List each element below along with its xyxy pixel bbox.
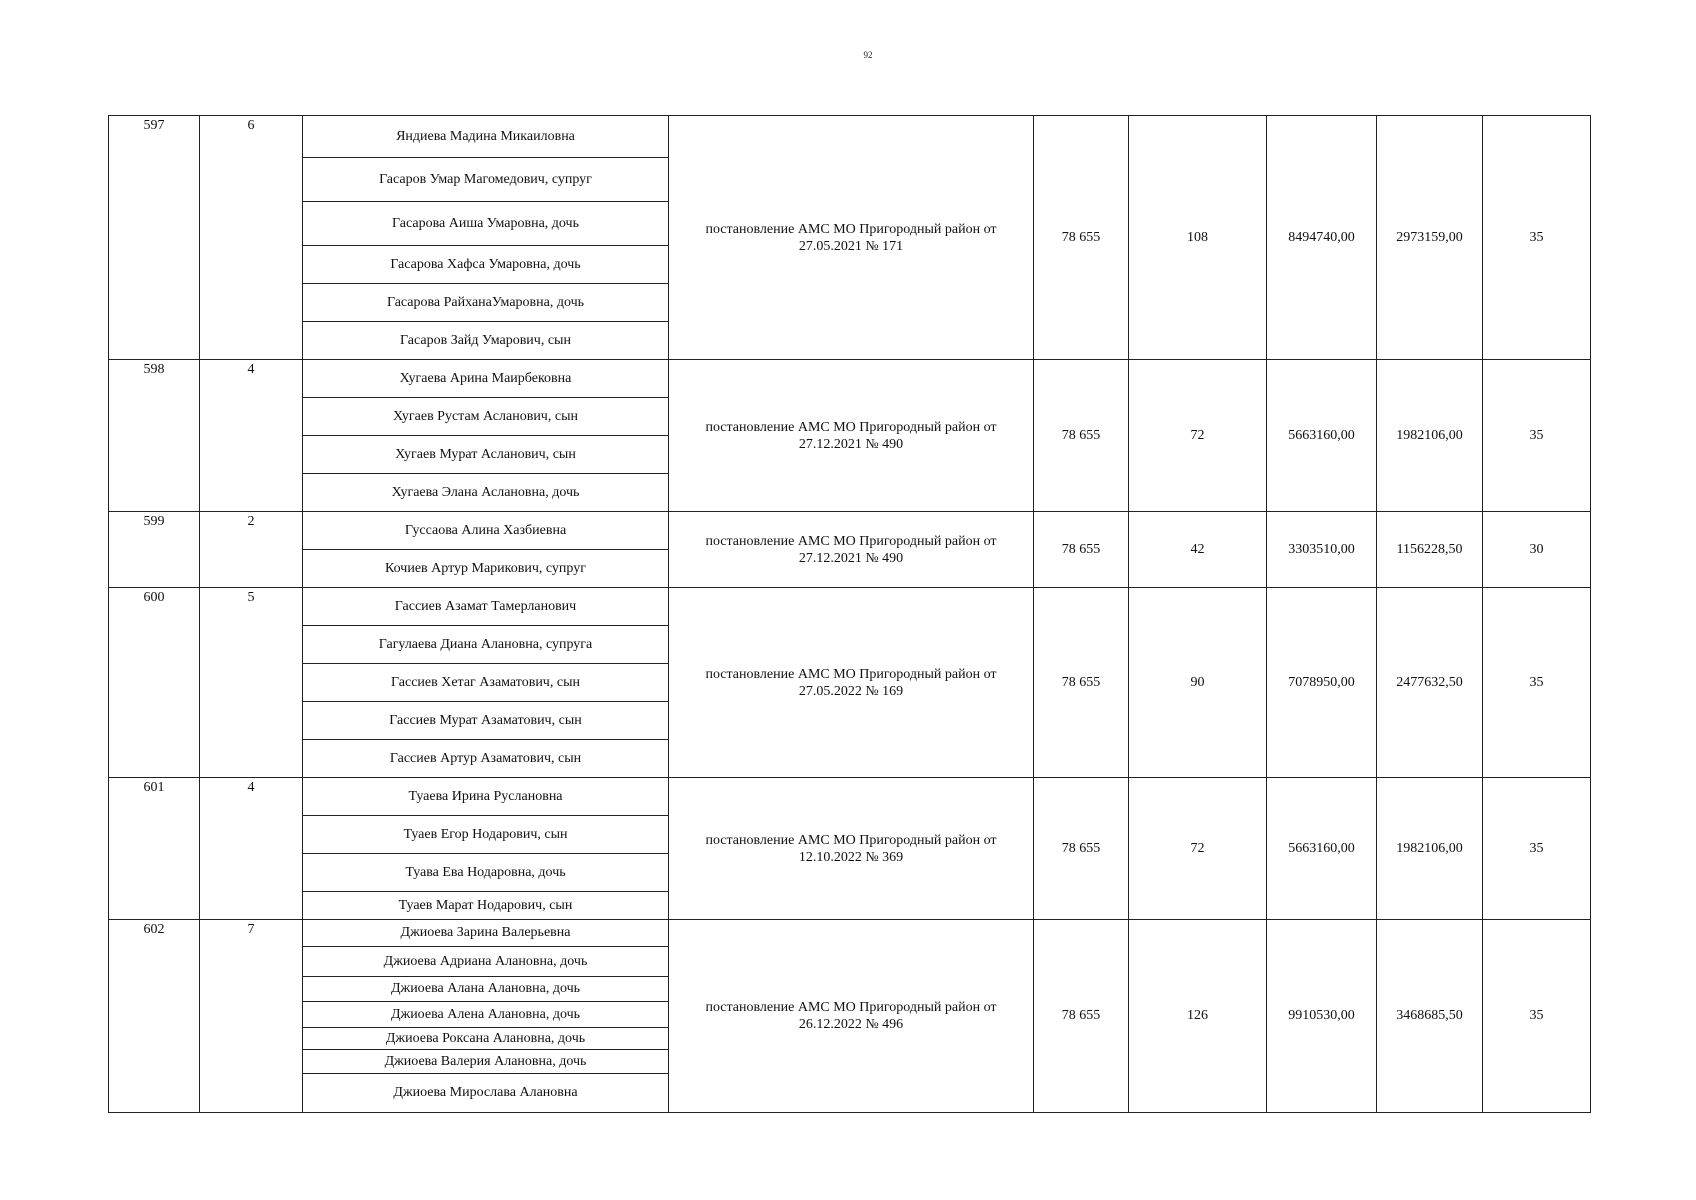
registry-row	[109, 588, 1591, 778]
percent-cell: 35	[1483, 360, 1591, 512]
decree-cell	[669, 588, 1034, 778]
payment-cell: 1156228,50	[1377, 512, 1483, 588]
payment-cell: 2973159,00	[1377, 116, 1483, 360]
row-number-cell: 597	[109, 116, 200, 360]
family-member-name: Гасаров Зайд Умарович, сын	[400, 332, 571, 348]
family-member-name: Хугаев Рустам Асланович, сын	[303, 398, 668, 436]
family-members-cell	[303, 116, 669, 360]
rate-cell: 78 655	[1034, 588, 1129, 778]
row-number-cell: 602	[109, 920, 200, 1113]
members-count-cell: 4	[200, 778, 303, 920]
registry-row	[109, 778, 1591, 920]
percent-cell: 35	[1483, 778, 1591, 920]
decree-cell	[669, 512, 1034, 588]
members-count-cell: 6	[200, 116, 303, 360]
rate-cell: 78 655	[1034, 360, 1129, 512]
members-count-cell: 4	[200, 360, 303, 512]
row-number-cell: 600	[109, 588, 200, 778]
decree-cell	[669, 920, 1034, 1113]
housing-registry-table	[108, 115, 1591, 1113]
area-cell: 42	[1129, 512, 1267, 588]
registry-row	[109, 920, 1591, 1113]
family-member-name: Джиоева Роксана Алановна, дочь	[303, 1028, 668, 1050]
decree-cell	[669, 360, 1034, 512]
decree-cell	[669, 116, 1034, 360]
page-number: 92	[863, 50, 873, 60]
family-member-name: Хугаева Арина Маирбековна	[303, 360, 668, 398]
family-member-name: Гассиев Артур Азаматович, сын	[389, 750, 582, 766]
decree-text: постановление АМС МО Пригородный район от	[705, 419, 997, 435]
decree-text: постановление АМС МО Пригородный район от	[705, 533, 997, 549]
rate-cell: 78 655	[1034, 920, 1129, 1113]
rate-cell: 78 655	[1034, 116, 1129, 360]
family-member-name: Хугаева Элана Аслановна, дочь	[391, 484, 580, 500]
row-number-cell: 598	[109, 360, 200, 512]
decree-text: постановление АМС МО Пригородный район от	[705, 221, 997, 237]
family-member-name: Гассиев Азамат Тамерланович	[303, 588, 668, 626]
family-member-name: Гуссаова Алина Хазбиевна	[303, 512, 668, 550]
row-number-cell: 601	[109, 778, 200, 920]
family-members-cell	[303, 920, 669, 1113]
family-member-name: Гасарова Хафса Умаровна, дочь	[303, 246, 668, 284]
family-members-cell	[303, 588, 669, 778]
family-members-cell	[303, 512, 669, 588]
decree-date-number: 27.05.2021 № 171	[798, 238, 904, 254]
members-count-cell: 2	[200, 512, 303, 588]
members-count-cell: 5	[200, 588, 303, 778]
percent-cell: 30	[1483, 512, 1591, 588]
payment-cell: 3468685,50	[1377, 920, 1483, 1113]
family-member-name: Туаев Егор Нодарович, сын	[303, 816, 668, 854]
total-cell: 5663160,00	[1267, 778, 1377, 920]
decree-text: постановление АМС МО Пригородный район от	[705, 1000, 997, 1015]
rate-cell: 78 655	[1034, 512, 1129, 588]
payment-cell: 1982106,00	[1377, 360, 1483, 512]
area-cell: 90	[1129, 588, 1267, 778]
decree-date-number: 27.05.2022 № 169	[798, 683, 904, 699]
area-cell: 108	[1129, 116, 1267, 360]
decree-date-number: 27.12.2021 № 490	[798, 436, 904, 452]
area-cell: 72	[1129, 778, 1267, 920]
registry-row	[109, 360, 1591, 512]
percent-cell: 35	[1483, 588, 1591, 778]
decree-date-number: 26.12.2022 № 496	[798, 1017, 904, 1032]
total-cell: 5663160,00	[1267, 360, 1377, 512]
family-member-name: Гагулаева Диана Алановна, супруга	[303, 626, 668, 664]
family-member-name: Джиоева Адриана Алановна, дочь	[303, 947, 668, 977]
area-cell: 72	[1129, 360, 1267, 512]
payment-cell: 1982106,00	[1377, 778, 1483, 920]
family-member-name: Туава Ева Нодаровна, дочь	[303, 854, 668, 892]
decree-date-number: 12.10.2022 № 369	[798, 849, 904, 865]
decree-cell	[669, 778, 1034, 920]
family-member-name: Кочиев Артур Марикович, супруг	[385, 560, 586, 576]
family-member-name: Гассиев Хетаг Азаматович, сын	[303, 664, 668, 702]
decree-date-number: 27.12.2021 № 490	[798, 550, 904, 566]
family-member-name: Джиоева Алена Алановна, дочь	[303, 1002, 668, 1028]
rate-cell: 78 655	[1034, 778, 1129, 920]
family-members-cell	[303, 778, 669, 920]
payment-cell: 2477632,50	[1377, 588, 1483, 778]
family-member-name: Гасарова Аиша Умаровна, дочь	[303, 202, 668, 246]
family-member-name: Гасаров Умар Магомедович, супруг	[303, 158, 668, 202]
family-member-name: Туаева Ирина Руслановна	[303, 778, 668, 816]
family-members-cell	[303, 360, 669, 512]
percent-cell: 35	[1483, 116, 1591, 360]
total-cell: 3303510,00	[1267, 512, 1377, 588]
decree-text: постановление АМС МО Пригородный район от	[705, 832, 997, 848]
family-member-name: Яндиева Мадина Микаиловна	[303, 116, 668, 158]
registry-row	[109, 116, 1591, 360]
family-member-name: Гасарова РайханаУмаровна, дочь	[303, 284, 668, 322]
family-member-name: Гассиев Мурат Азаматович, сын	[303, 702, 668, 740]
members-count-cell: 7	[200, 920, 303, 1113]
total-cell: 7078950,00	[1267, 588, 1377, 778]
total-cell: 9910530,00	[1267, 920, 1377, 1113]
row-number-cell: 599	[109, 512, 200, 588]
area-cell: 126	[1129, 920, 1267, 1113]
family-member-name: Туаев Марат Нодарович, сын	[398, 897, 573, 913]
family-member-name: Хугаев Мурат Асланович, сын	[303, 436, 668, 474]
total-cell: 8494740,00	[1267, 116, 1377, 360]
family-member-name: Джиоева Зарина Валерьевна	[303, 920, 668, 947]
family-member-name: Джиоева Алана Алановна, дочь	[303, 977, 668, 1002]
percent-cell: 35	[1483, 920, 1591, 1113]
family-member-name: Джиоева Валерия Алановна, дочь	[303, 1050, 668, 1074]
family-member-name: Джиоева Мирослава Алановна	[393, 1085, 578, 1100]
decree-text: постановление АМС МО Пригородный район от	[705, 666, 997, 682]
registry-row	[109, 512, 1591, 588]
